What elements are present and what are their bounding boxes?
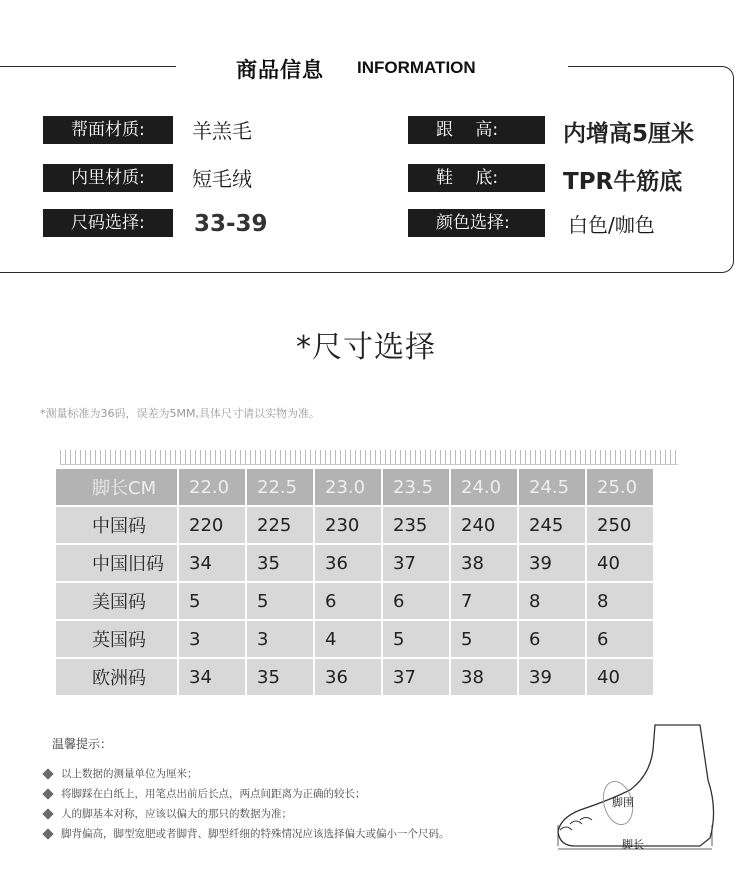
table-cell: 38 <box>451 545 517 581</box>
table-cell: 34 <box>179 659 245 695</box>
size-section-title: *尺寸选择 <box>296 330 436 365</box>
table-cell: 39 <box>519 545 585 581</box>
table-cell: 220 <box>179 507 245 543</box>
tip-item <box>44 766 198 781</box>
table-cell: 23.5 <box>383 469 449 505</box>
table-cell: 23.0 <box>315 469 381 505</box>
diamond-bullet-icon <box>42 768 53 779</box>
table-cell: 245 <box>519 507 585 543</box>
table-cell: 225 <box>247 507 313 543</box>
table-cell: 25.0 <box>587 469 653 505</box>
table-cell: 3 <box>247 621 313 657</box>
spec-label-size: 尺码选择: <box>43 209 173 237</box>
tip-item <box>44 806 292 821</box>
table-row-label: 英国码 <box>56 621 177 657</box>
table-cell: 36 <box>315 545 381 581</box>
spec-label-upper-material: 帮面材质: <box>43 116 173 144</box>
table-cell: 8 <box>587 583 653 619</box>
table-cell: 40 <box>587 659 653 695</box>
table-row <box>56 583 653 619</box>
measurement-note: *测量标准为36码，误差为5MM,具体尺寸请以实物为准。 <box>40 407 320 420</box>
table-cell: 6 <box>383 583 449 619</box>
table-header-row <box>56 469 653 505</box>
table-cell: 240 <box>451 507 517 543</box>
tip-text: 以上数据的测量单位为厘米； <box>61 768 198 780</box>
table-cell: 6 <box>587 621 653 657</box>
table-row-label: 中国旧码 <box>56 545 177 581</box>
table-cell: 8 <box>519 583 585 619</box>
table-cell: 5 <box>247 583 313 619</box>
table-cell: 24.0 <box>451 469 517 505</box>
table-row-label: 欧洲码 <box>56 659 177 695</box>
spec-value-heel-height: 内增高5厘米 <box>563 121 695 147</box>
table-row-label: 美国码 <box>56 583 177 619</box>
tip-item <box>44 786 366 801</box>
spec-label-heel-height: 跟 高: <box>408 116 545 144</box>
spec-label-sole: 鞋 底: <box>408 164 545 192</box>
table-cell: 5 <box>383 621 449 657</box>
tip-text: 将脚踩在白纸上，用笔点出前后长点，两点间距离为正确的较长； <box>61 788 366 800</box>
table-cell: 22.0 <box>179 469 245 505</box>
table-cell: 4 <box>315 621 381 657</box>
diamond-bullet-icon <box>42 808 53 819</box>
spec-label-lining-material: 内里材质: <box>43 164 173 192</box>
info-title-en: INFORMATION <box>357 58 476 77</box>
table-cell: 250 <box>587 507 653 543</box>
info-title: 商品信息 <box>236 58 324 82</box>
diamond-bullet-icon <box>42 828 53 839</box>
table-cell: 38 <box>451 659 517 695</box>
table-row <box>56 507 653 543</box>
foot-length-label: 脚长 <box>622 838 644 851</box>
spec-value-sole: TPR牛筋底 <box>563 169 683 195</box>
foot-measurement-diagram <box>550 720 740 855</box>
table-cell: 35 <box>247 659 313 695</box>
table-cell: 40 <box>587 545 653 581</box>
table-cell: 22.5 <box>247 469 313 505</box>
spec-value-color: 白色/咖色 <box>568 213 655 237</box>
table-cell: 3 <box>179 621 245 657</box>
foot-girth-label: 脚围 <box>612 796 634 809</box>
tip-item <box>44 826 450 841</box>
table-cell: 36 <box>315 659 381 695</box>
table-cell: 5 <box>179 583 245 619</box>
ruler-graphic <box>60 450 678 465</box>
table-cell: 5 <box>451 621 517 657</box>
table-cell: 235 <box>383 507 449 543</box>
table-cell: 34 <box>179 545 245 581</box>
table-row <box>56 621 653 657</box>
tip-text: 人的脚基本对称，应该以偏大的那只的数据为准； <box>61 808 292 820</box>
table-cell: 7 <box>451 583 517 619</box>
table-row-label: 脚长CM <box>56 469 177 505</box>
table-cell: 37 <box>383 659 449 695</box>
table-cell: 6 <box>519 621 585 657</box>
size-table <box>54 467 655 697</box>
table-cell: 6 <box>315 583 381 619</box>
tips-title: 温馨提示： <box>52 737 113 751</box>
table-cell: 24.5 <box>519 469 585 505</box>
table-row-label: 中国码 <box>56 507 177 543</box>
diamond-bullet-icon <box>42 788 53 799</box>
spec-value-size: 33-39 <box>194 211 268 237</box>
tip-text: 脚背偏高，脚型宽肥或者脚背、脚型纤细的特殊情况应该选择偏大或偏小一个尺码。 <box>61 828 450 840</box>
table-cell: 35 <box>247 545 313 581</box>
table-cell: 230 <box>315 507 381 543</box>
spec-value-upper-material: 羊羔毛 <box>192 119 252 143</box>
table-row <box>56 659 653 695</box>
spec-value-lining-material: 短毛绒 <box>192 167 252 191</box>
table-row <box>56 545 653 581</box>
table-cell: 39 <box>519 659 585 695</box>
table-cell: 37 <box>383 545 449 581</box>
spec-label-color: 颜色选择: <box>408 209 545 237</box>
